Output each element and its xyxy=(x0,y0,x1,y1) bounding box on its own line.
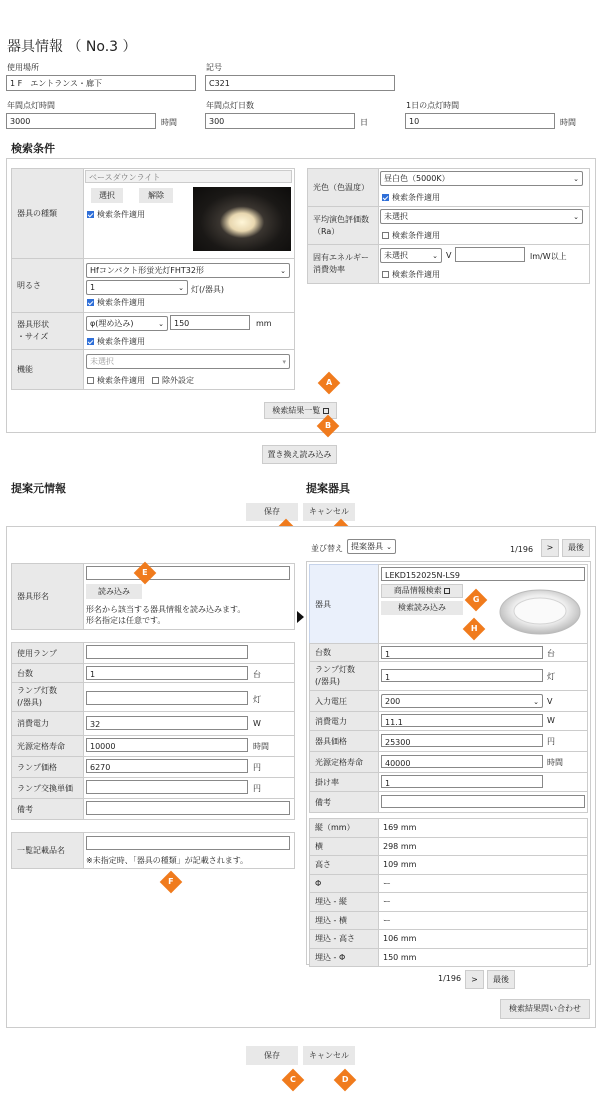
checkbox-checked-icon xyxy=(87,299,94,306)
function-value: 未選択 xyxy=(90,357,114,366)
ra-select[interactable] xyxy=(380,209,583,224)
symbol-label: 記号 xyxy=(206,63,222,72)
efficiency-unit-v: V xyxy=(446,251,452,260)
model-label: 器具形名 xyxy=(11,563,84,630)
p-power-input[interactable]: 11.1 xyxy=(381,714,543,727)
function-apply-checkbox[interactable] xyxy=(87,375,145,386)
last-page-button-top[interactable]: 最後 xyxy=(562,539,590,557)
spec-value: 106 mm xyxy=(378,929,588,949)
badge-a-text: A xyxy=(325,377,333,387)
list-name-input[interactable] xyxy=(86,836,290,850)
p-note-input[interactable] xyxy=(381,795,585,808)
badge-b-text: B xyxy=(324,420,332,430)
p-count-label: 台数 xyxy=(309,643,379,662)
color-apply-checkbox[interactable] xyxy=(382,192,440,203)
function-label: 機能 xyxy=(11,349,84,390)
spec-value: 150 mm xyxy=(378,948,588,968)
function-select[interactable] xyxy=(86,354,290,369)
rate-input[interactable]: 1 xyxy=(381,775,543,788)
product-search-button[interactable] xyxy=(381,584,463,598)
replace-price-unit: 円 xyxy=(253,784,261,793)
life-input[interactable]: 10000 xyxy=(86,738,248,752)
p-power-unit: W xyxy=(547,716,555,725)
life-label: 光源定格寿命 xyxy=(11,735,84,757)
sort-select[interactable] xyxy=(347,539,396,554)
annual-days-label: 年間点灯日数 xyxy=(206,101,254,110)
lamp-count-unit: 灯(/器具) xyxy=(191,285,224,294)
save-button-bottom[interactable]: 保存 xyxy=(246,1046,298,1065)
annual-days-unit: 日 xyxy=(360,118,368,127)
usage-label: 使用場所 xyxy=(7,63,39,72)
p-power-label: 消費電力 xyxy=(309,711,379,731)
voltage-value: 200 xyxy=(385,697,401,706)
cancel-button[interactable]: キャンセル xyxy=(303,503,355,521)
chevron-down-icon: ⌄ xyxy=(533,698,539,706)
downlight-product-image xyxy=(493,583,586,641)
usage-input[interactable]: 1 F エントランス・廊下 xyxy=(6,75,196,91)
symbol-input[interactable]: C321 xyxy=(205,75,395,91)
lamp-price-label: ランプ価格 xyxy=(11,756,84,778)
checkbox-checked-icon xyxy=(87,338,94,345)
lamp-price-unit: 円 xyxy=(253,763,261,772)
brightness-value: Hfコンパクト形蛍光灯FHT32形 xyxy=(90,266,204,275)
count-input[interactable]: 1 xyxy=(86,666,248,680)
pager-text-top: 1/196 xyxy=(510,545,534,554)
lamp-num-unit: 灯 xyxy=(253,695,261,704)
chevron-down-icon: ⌄ xyxy=(178,284,184,292)
efficiency-unit: lm/W以上 xyxy=(530,252,567,261)
spec-value: ー xyxy=(378,892,588,912)
spec-label: 埋込 - 高さ xyxy=(309,929,379,949)
count-unit: 台 xyxy=(253,670,261,679)
chevron-down-icon: ⌄ xyxy=(280,267,286,275)
spec-label: Φ xyxy=(309,874,379,894)
search-load-button[interactable]: 検索読み込み xyxy=(381,601,463,615)
ra-value: 未選択 xyxy=(384,212,408,221)
lamp-num-label xyxy=(11,682,84,712)
efficiency-input[interactable] xyxy=(455,247,525,262)
efficiency-label-text: 固有エネルギー 消費効率 xyxy=(313,253,369,274)
ra-apply-checkbox[interactable] xyxy=(382,230,440,241)
color-select[interactable] xyxy=(380,171,583,186)
size-unit: mm xyxy=(256,319,272,328)
type-label: 器具の種類 xyxy=(11,168,84,259)
badge-f-text: F xyxy=(168,877,174,886)
count-label: 台数 xyxy=(11,663,84,683)
ra-label xyxy=(307,206,379,245)
replace-price-label: ランプ交換単価 xyxy=(11,777,84,799)
p-life-input[interactable]: 40000 xyxy=(381,755,543,768)
p-lamp-num-input[interactable]: 1 xyxy=(381,669,543,682)
checkbox-checked-icon xyxy=(87,211,94,218)
apply-label: 検索条件適用 xyxy=(97,376,145,385)
spec-label: 高さ xyxy=(309,855,379,875)
price-unit: 円 xyxy=(547,737,555,746)
apply-label: 検索条件適用 xyxy=(97,298,145,307)
badge-h-text: H xyxy=(470,623,478,633)
annual-hours-label: 年間点灯時間 xyxy=(7,101,55,110)
list-name-note: ※未指定時、「器具の種類」が記載されます。 xyxy=(86,856,249,865)
load-button[interactable]: 読み込み xyxy=(86,584,142,599)
load-note-1: 形名から該当する器具情報を読み込みます。 xyxy=(86,605,246,614)
result-list-label: 検索結果一覧 xyxy=(272,406,321,415)
apply-label: 検索条件適用 xyxy=(392,193,440,202)
checkbox-icon xyxy=(87,377,94,384)
badge-d-bottom xyxy=(334,1069,357,1092)
arrow-right-icon xyxy=(297,611,304,623)
shape-select[interactable] xyxy=(86,316,168,331)
badge-c-bottom xyxy=(282,1069,305,1092)
p-lamp-num-unit: 灯 xyxy=(547,672,555,681)
source-section-title: 提案元情報 xyxy=(11,482,66,495)
spec-value: 298 mm xyxy=(378,837,588,857)
color-label: 光色（色温度） xyxy=(307,168,379,207)
exclude-checkbox[interactable] xyxy=(152,375,194,386)
apply-label: 検索条件適用 xyxy=(392,231,440,240)
type-value: ベースダウンライト xyxy=(85,170,292,183)
shape-apply-checkbox[interactable] xyxy=(87,336,145,347)
price-label: 器具価格 xyxy=(309,730,379,752)
checkbox-icon xyxy=(152,377,159,384)
apply-label: 検索条件適用 xyxy=(392,270,440,279)
size-input[interactable]: 150 xyxy=(170,315,250,330)
spec-label: 埋込 - 縦 xyxy=(309,892,379,912)
apply-label: 検索条件適用 xyxy=(97,210,145,219)
page-title: 器具情報 （ No.3 ） xyxy=(7,39,137,55)
note-label: 備考 xyxy=(11,798,84,820)
ra-label-text: 平均演色評価数 （Ra） xyxy=(313,214,369,236)
sort-label: 並び替え xyxy=(311,544,343,553)
model-input[interactable] xyxy=(86,566,290,580)
p-count-unit: 台 xyxy=(547,649,555,658)
efficiency-value: 未選択 xyxy=(384,251,408,260)
spec-value: 169 mm xyxy=(378,818,588,838)
save-button[interactable]: 保存 xyxy=(246,503,298,521)
price-input[interactable]: 25300 xyxy=(381,734,543,747)
external-window-icon xyxy=(444,588,450,594)
annual-days-input[interactable]: 300 xyxy=(205,113,355,129)
spec-label: 埋込 - 横 xyxy=(309,911,379,931)
next-page-button-bottom[interactable]: > xyxy=(465,970,484,989)
last-page-button-bottom[interactable]: 最後 xyxy=(487,970,515,989)
chevron-down-icon: ⌄ xyxy=(158,320,164,328)
annual-hours-unit: 時間 xyxy=(161,118,177,127)
shape-value: φ(埋め込み) xyxy=(90,319,134,328)
checkbox-icon xyxy=(382,232,389,239)
p-lamp-num-label-text: ランプ灯数 (/器具) xyxy=(315,665,355,686)
spec-label: 埋込 - Φ xyxy=(309,948,379,968)
spec-label: 横 xyxy=(309,837,379,857)
badge-e-text: E xyxy=(142,568,148,577)
daily-hours-unit: 時間 xyxy=(560,118,576,127)
spec-value: 109 mm xyxy=(378,855,588,875)
proposal-section-title: 提案器具 xyxy=(306,482,350,495)
load-note-2: 形名指定は任意です。 xyxy=(86,616,166,625)
lamp-price-input[interactable]: 6270 xyxy=(86,759,248,773)
power-input[interactable]: 32 xyxy=(86,716,248,730)
replace-price-input[interactable] xyxy=(86,780,248,794)
replace-load-button[interactable]: 置き換え読み込み xyxy=(262,445,337,464)
fixture-label: 器具 xyxy=(309,564,379,644)
voltage-label: 入力電圧 xyxy=(309,690,379,712)
chevron-down-icon: ▾ xyxy=(282,358,286,366)
spec-label: 縦（mm） xyxy=(309,818,379,838)
exclude-label: 除外設定 xyxy=(162,376,194,385)
p-life-label: 光源定格寿命 xyxy=(309,751,379,773)
lamp-num-input[interactable] xyxy=(86,691,248,705)
next-page-button-top[interactable]: > xyxy=(541,539,559,557)
efficiency-select[interactable] xyxy=(380,248,442,263)
type-apply-checkbox[interactable] xyxy=(87,209,145,220)
cancel-button-bottom[interactable]: キャンセル xyxy=(303,1046,355,1065)
search-section-title: 検索条件 xyxy=(11,142,55,155)
lamp-count-select[interactable] xyxy=(86,280,188,295)
downlight-image xyxy=(193,187,291,251)
shape-label-text: 器具形状 ・サイズ xyxy=(17,320,49,341)
p-life-unit: 時間 xyxy=(547,758,563,767)
efficiency-label xyxy=(307,244,379,284)
sort-value: 提案器具 xyxy=(351,542,383,551)
p-note-label: 備考 xyxy=(309,791,379,813)
chevron-down-icon: ⌄ xyxy=(432,252,438,260)
brightness-apply-checkbox[interactable] xyxy=(87,297,145,308)
voltage-unit: V xyxy=(547,697,553,706)
annual-hours-input[interactable]: 3000 xyxy=(6,113,156,129)
power-label: 消費電力 xyxy=(11,711,84,736)
checkbox-icon xyxy=(382,271,389,278)
downlight-product-svg xyxy=(493,583,586,641)
badge-c-bottom-text: C xyxy=(290,1075,296,1084)
badge-d-bottom-text: D xyxy=(341,1074,349,1084)
pager-text-bottom: 1/196 xyxy=(438,974,462,983)
product-search-label: 商品情報検索 xyxy=(393,586,442,595)
power-unit: W xyxy=(253,719,261,728)
apply-label: 検索条件適用 xyxy=(97,337,145,346)
badge-g-text: G xyxy=(472,594,480,604)
lamp-used-input[interactable] xyxy=(86,645,248,659)
shape-label xyxy=(11,312,84,350)
brightness-select[interactable] xyxy=(86,263,290,278)
p-lamp-num-label xyxy=(309,661,379,691)
p-count-input[interactable]: 1 xyxy=(381,646,543,659)
lamp-count-value: 1 xyxy=(90,283,96,292)
lamp-num-label-text: ランプ灯数 (/器具) xyxy=(17,686,57,707)
note-input[interactable] xyxy=(86,801,290,815)
chevron-down-icon: ⌄ xyxy=(573,175,579,183)
type-select-button[interactable]: 選択 xyxy=(91,188,123,203)
inquiry-button[interactable]: 検索結果問い合わせ xyxy=(500,999,590,1019)
chevron-down-icon: ⌄ xyxy=(573,213,579,221)
spec-value: ー xyxy=(378,874,588,894)
checkbox-checked-icon xyxy=(382,194,389,201)
daily-hours-input[interactable]: 10 xyxy=(405,113,555,129)
list-name-label: 一覧記載品名 xyxy=(11,832,84,869)
rate-label: 掛け率 xyxy=(309,772,379,792)
brightness-label: 明るさ xyxy=(11,258,84,313)
color-value: 昼白色（5000K） xyxy=(384,174,450,183)
life-unit: 時間 xyxy=(253,742,269,751)
external-window-icon xyxy=(323,408,329,414)
daily-hours-label: 1日の点灯時間 xyxy=(406,101,460,110)
lamp-used-label: 使用ランプ xyxy=(11,642,84,664)
chevron-down-icon: ⌄ xyxy=(386,543,392,551)
spec-value: ー xyxy=(378,911,588,931)
voltage-select[interactable] xyxy=(381,694,543,708)
fixture-input[interactable]: LEKD152025N-LS9 xyxy=(381,567,585,581)
efficiency-apply-checkbox[interactable] xyxy=(382,269,440,280)
type-clear-button[interactable]: 解除 xyxy=(139,188,173,203)
